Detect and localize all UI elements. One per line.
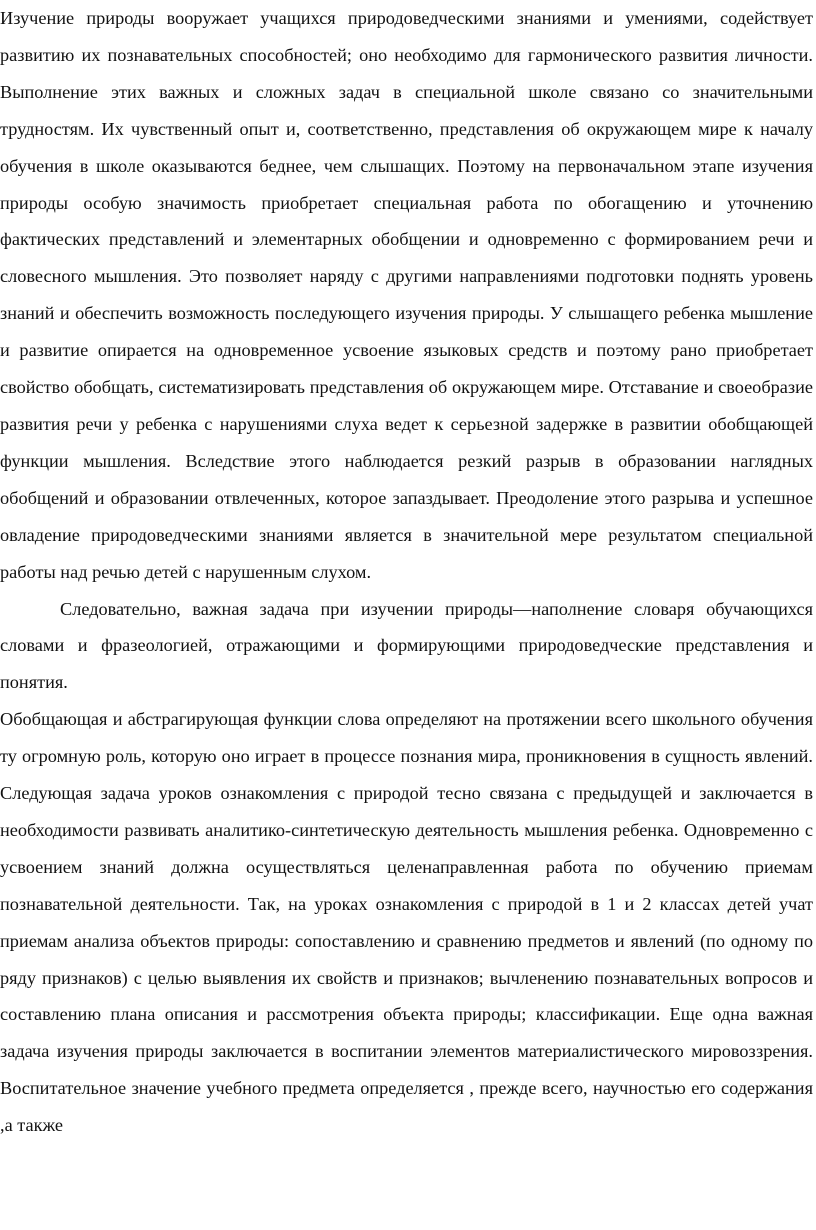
- paragraph-nature-study-intro: Изучение природы вооружает учащихся природоведческими знаниями и умениями, содействует развитию их познавательных способностей; оно необходимо для гармонического развития личности. Выполнение этих важных и сложных задач в специальной школе связано со значительными трудностям. Их чувственный опыт и, соответственно, представления об окружающем мире к началу обучения в школе оказываются беднее, чем слышащих. Поэтому на первоначальном этапе изучения природы особую значимость приобретает специальная работа по обогащению и уточнению фактических представлений и элементарных обобщении и одновременно с формированием речи и словесного мышления. Это позволяет наряду с другими направлениями подготовки поднять уровень знаний и обеспечить возможность последующего изучения природы. У слышащего ребенка мышление и развитие опирается на одновременное усвоение языковых средств и поэтому рано приобретает свойство обобщать, систематизировать представления об окружающем мире. Отставание и своеобразие развития речи у ребенка с нарушениями слуха ведет к серьезной задержке в развитии обобщающей функции мышления. Вследствие этого наблюдается резкий разрыв в образовании наглядных обобщений и образовании отвлеченных, которое запаздывает. Преодоление этого разрыва и успешное овладение природоведческими знаниями является в значительной мере результатом специальной работы над речью детей с нарушенным слухом.: [0, 8, 813, 582]
- paragraph-word-function: Обобщающая и абстрагирующая функции слова определяют на протяжении всего школьного обучения ту огромную роль, которую оно играет в процессе познания мира, проникновения в сущность явлений. Следующая задача уроков ознакомления с природой тесно связана с предыдущей и заключается в необходимости развивать аналитико-синтетическую деятельность мышления ребенка. Одновременно с усвоением знаний должна осуществляться целенаправленная работа по обучению приемам познавательной деятельности. Так, на уроках ознакомления с природой в 1 и 2 классах детей учат приемам анализа объектов природы: сопоставлению и сравнению предметов и явлений (по одному по ряду признаков) с целью выявления их свойств и признаков; вычленению познавательных вопросов и составлению плана описания и рассмотрения объекта природы; классификации. Еще одна важная задача изучения природы заключается в воспитании элементов материалистического мировоззрения. Воспитательное значение учебного предмета определяется , прежде всего, научностью его содержания ,а также: [0, 709, 813, 1136]
- paragraph-vocabulary-task: Следовательно, важная задача при изучении природы—наполнение словаря обучающихся словами и фразеологией, отражающими и формирующими природоведческие представления и понятия.: [0, 598, 813, 693]
